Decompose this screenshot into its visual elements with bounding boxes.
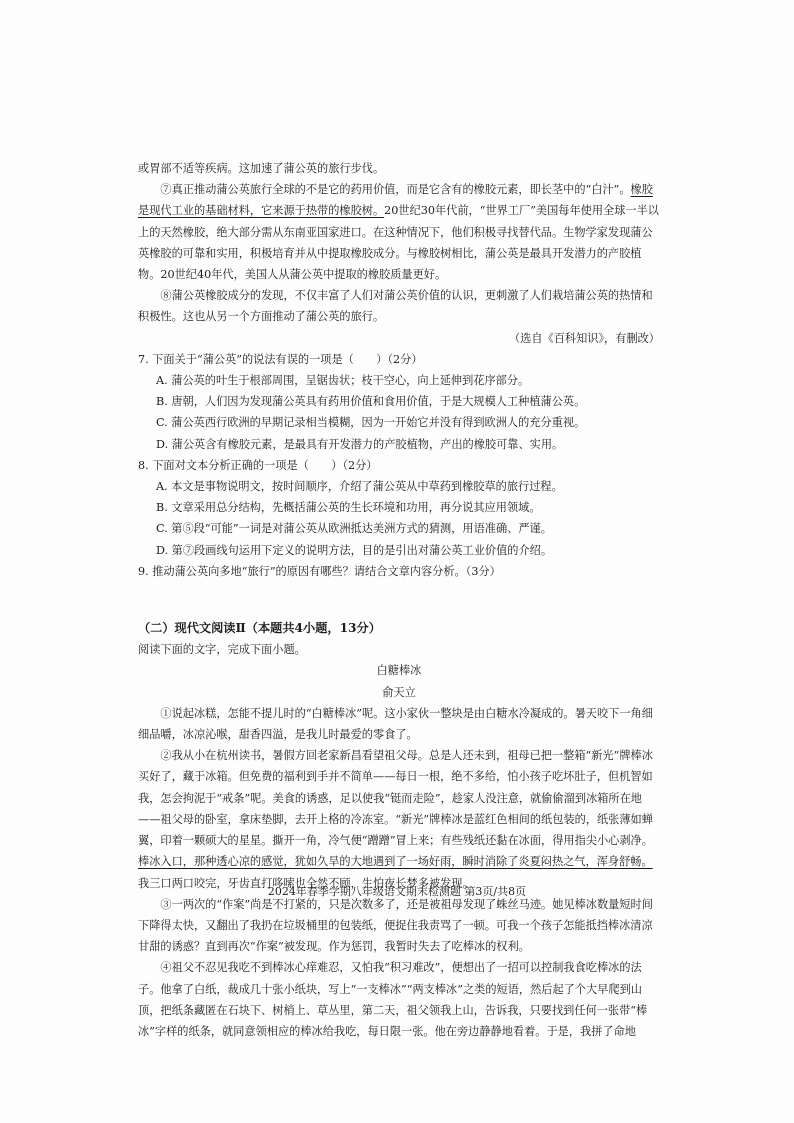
question-8-option-a: A. 本文是事物说明文，按时间顺序，介绍了蒲公英从中草药到橡胶草的旅行过程。 — [156, 480, 563, 494]
passage1-paragraph-7 — [138, 179, 660, 285]
paragraph-7-rest: 20世纪30年代前，“世界工厂”美国每年使用全球一半以上的天然橡胶，绝大部分需从东南亚国家进口。在这种情况下，他们积极寻找替代品。生物学家发现蒲公英橡胶的可靠和实用，积极培育并从中提取橡胶成分。与橡胶树相比，蒲公英是最具开发潜力的产胶植物。20世纪40年代，美国人从蒲公英中提取的橡胶质量更好。 — [138, 204, 659, 282]
article-author: 俞天立 — [382, 685, 416, 699]
question-8-option-b: B. 文章采用总分结构，先概括蒲公英的生长环境和功用，再分说其应用领域。 — [156, 501, 541, 515]
paragraph-2-rest: 我三口两口咬完，牙齿直打哆嗦也全然不顾，生怕夜长梦多被发现。 — [138, 876, 474, 890]
article-title: 白糖棒冰 — [376, 664, 422, 678]
question-7-option-a: A. 蒲公英的叶生于根部周围，呈锯齿状；枝干空心，向上延伸到花序部分。 — [156, 374, 530, 388]
article-paragraph-4: ④祖父不忍见我吃不到棒冰心痒难忍，又怕我“积习难改”，便想出了一招可以控制我食吃棒冰的法子。他拿了白纸，裁成几十张小纸块，写上“一支棒冰”“两支棒冰”之类的短语，然后起了个大早爬到山顶，把纸条藏匿在石块下、树梢上、草丛里，第二天，祖父领我上山，告诉我，只要找到任何一张带“棒冰”字样的纸条，就同意领相应的棒冰给我吃，每日限一张。他在旁边静静地看着。于是，我拼了命地 — [138, 961, 648, 1038]
paragraph-2-underlined-sentence: 棒冰入口，那种透心凉的感觉，犹如久旱的大地遇到了一场好雨，瞬时消除了炎夏闷热之气，浑身舒畅。 — [138, 855, 653, 869]
passage1-source: （选自《百科知识》，有删改） — [508, 331, 660, 345]
question-7-option-b: B. 唐朝，人们因为发现蒲公英具有药用价值和食用价值，于是大规模人工种植蒲公英。 — [156, 395, 586, 409]
question-9-stem: 9. 推动蒲公英向多地“旅行”的原因有哪些？请结合文章内容分析。（3分） — [138, 564, 501, 578]
question-7-option-d: D. 蒲公英含有橡胶元素，是最具有开发潜力的产胶植物，产出的橡胶可靠、实用。 — [156, 437, 564, 451]
question-7-option-c: C. 蒲公英西行欧洲的早期记录相当模糊，因为一开始它并没有得到欧洲人的充分重视。 — [156, 416, 586, 430]
paragraph-2-intro: ②我从小在杭州读书，暑假方回老家新昌看望祖父母。总是人还未到，祖母已把一整箱“新光”牌棒冰买好了，藏于冰箱。但免费的福利到手并不简单——每日一根，绝不多给，怕小孩子吃坏肚子，但机智如我，怎会拘泥于“戒条”呢。美食的诱惑，足以使我“铤而走险”，趁家人没注意，就偷偷溜到冰箱所在地——祖父母的卧室，拿床垫脚，去开上格的冷冻室。“新光”牌棒冰是蓝红色相间的纸包装的，纸张薄如蝉翼，印着一颗硕大的星星。撕开一角，冷气便“蹭蹭”冒上来；有些残纸还黏在冰面，得用指尖小心剥净。 — [138, 749, 653, 848]
article-paragraph-3: ③一两次的“作案”尚是不打紧的，只是次数多了，还是被祖母发现了蛛丝马迹。她见棒冰数量短时间下降得太快，又翻出了我扔在垃圾桶里的包装纸，便捉住我责骂了一顿。可我一个孩子怎能抵挡棒冰清凉甘甜的诱惑？直到再次“作案”被发现。作为惩罚，我暂时失去了吃棒冰的权利。 — [138, 897, 653, 954]
section-2-instruction: 阅读下面的文字，完成下面小题。 — [138, 643, 306, 657]
article-paragraph-2 — [138, 745, 660, 893]
section-2-title: （二）现代文阅读Ⅱ（本题共4小题，13分） — [138, 621, 381, 636]
question-8-option-c: C. 第⑤段“可能”一词是对蒲公英从欧洲抵达美洲方式的猜测，用语准确、严谨。 — [156, 522, 552, 536]
question-8-option-d: D. 第⑦段画线句运用下定义的说明方法，目的是引出对蒲公英工业价值的介绍。 — [156, 543, 553, 557]
question-8-stem: 8. 下面对文本分析正确的一项是（ ）（2分） — [138, 458, 378, 472]
article-paragraph-1: ①说起冰糕，怎能不提儿时的“白糖棒冰”呢。这小家伙一整块是由白糖水冷凝成的。暑天咬下一角细细品嚼，冰凉沁喉，甜香四溢，是我儿时最爱的零食了。 — [138, 706, 653, 742]
paragraph-7-underlined-sentence: 橡胶是现代工业的基础材料，它来源于热带的橡胶树。 — [138, 183, 653, 218]
passage1-continued-text: 或胃部不适等疾病。这加速了蒲公英的旅行步伐。 — [138, 162, 385, 175]
paragraph-7-intro: ⑦真正推动蒲公英旅行全球的不是它的药用价值，而是它含有的橡胶元素，即长茎中的“白汁”。 — [160, 183, 631, 197]
passage1-paragraph-8: ⑧蒲公英橡胶成分的发现，不仅丰富了人们对蒲公英价值的认识，更刺激了人们栽培蒲公英的热情和积极性。这也从另一个方面推动了蒲公英的旅行。 — [138, 289, 653, 324]
page-content — [138, 158, 660, 1042]
page-footer: 2024年春季学期八年级语文期末检测题 第3页/共8页 — [267, 885, 527, 898]
question-7-stem: 7. 下面关于“蒲公英”的说法有误的一项是（ ）（2分） — [138, 352, 423, 366]
